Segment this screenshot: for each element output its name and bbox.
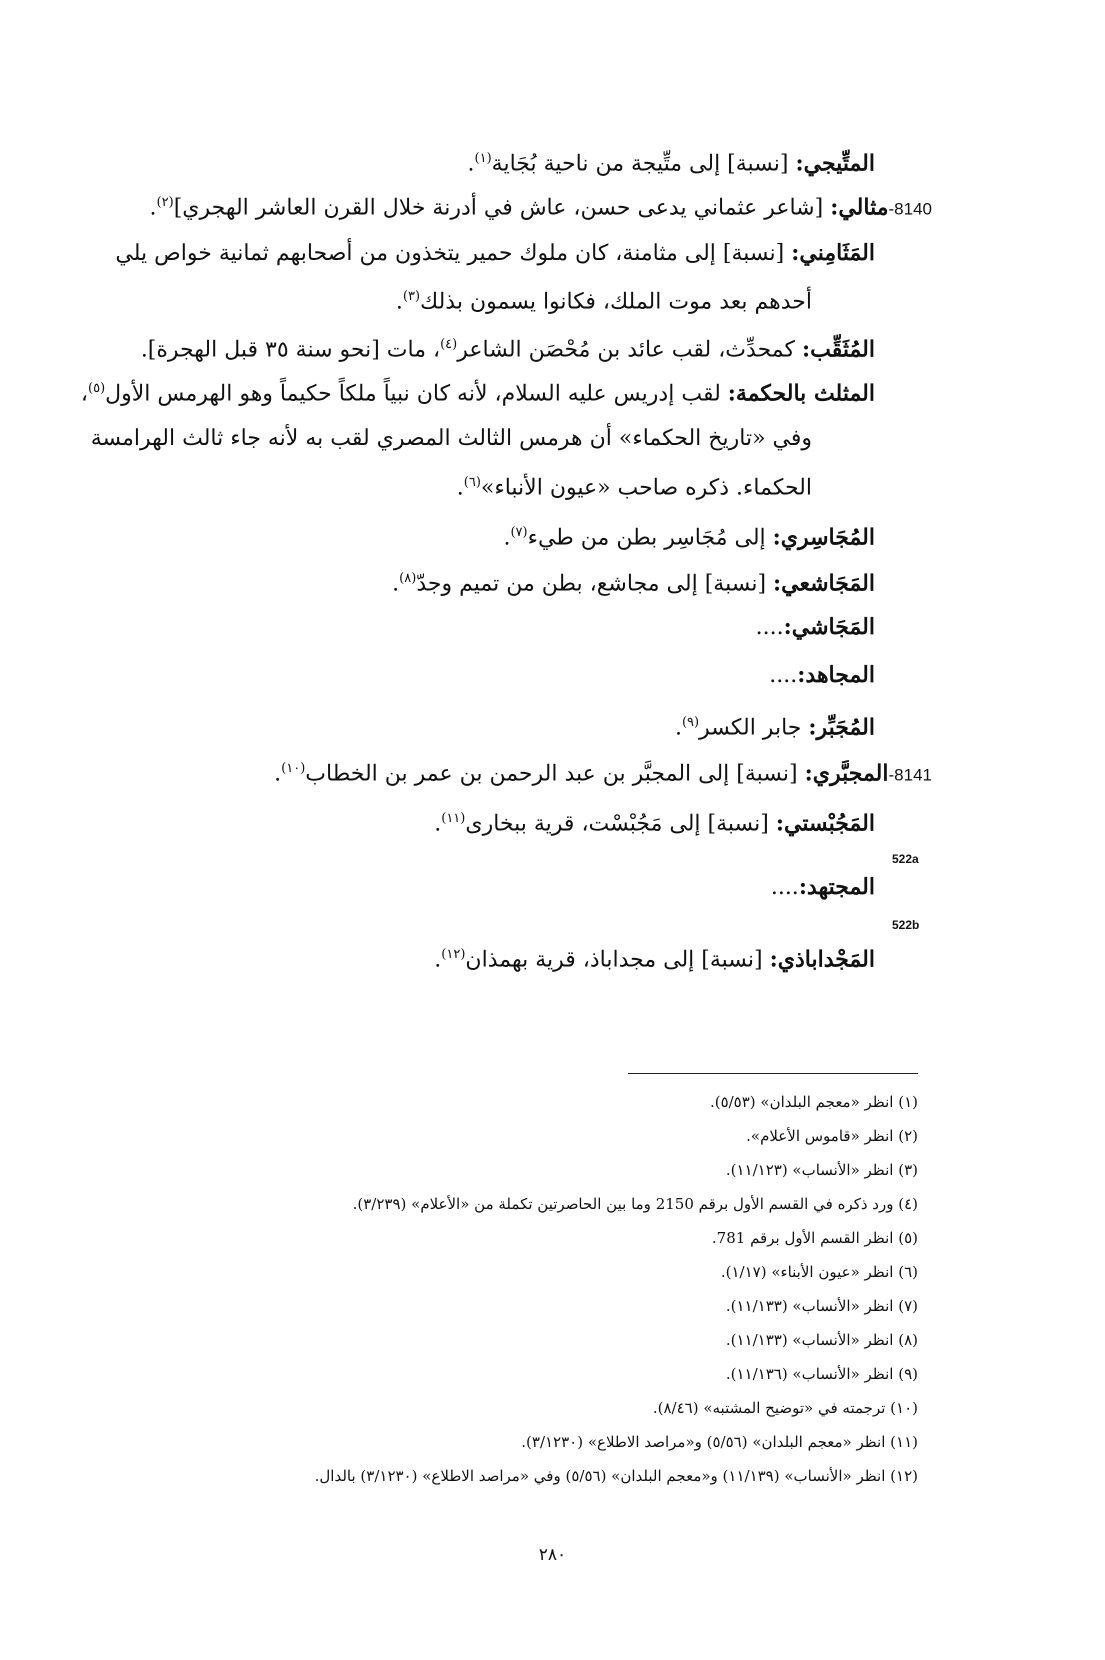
entry-text: .... (769, 663, 798, 688)
entry-headword: المجاهد: (797, 662, 875, 688)
footnote: (٣) انظر «الأنساب» (١١/١٢٣). (725, 1161, 918, 1179)
entry-text: الحكماء. ذكره صاحب «عيون الأنباء» (480, 475, 812, 501)
footnote-ref: (٣) (402, 289, 421, 304)
entry-line (675, 702, 875, 749)
entry-text: كمحدِّث، لقب عائد بن مُحْصَن الشاعر (457, 337, 802, 363)
entry-line (503, 512, 875, 559)
entry-headword: المَجَاشي: (783, 614, 875, 640)
entry-headword: المُثَقِّب: (801, 336, 875, 363)
page-marker: 522a (892, 852, 919, 866)
footnote-ref: (١٢) (441, 947, 466, 962)
entry-text: وفي «تاريخ الحكماء» أن هرمس الثالث المصري لقب به لأنه جاء ثالث الهرامسة (90, 426, 812, 451)
entry-tail: . (434, 811, 442, 837)
entry-line (756, 606, 875, 649)
entry-line (274, 748, 932, 796)
entry-continuation (91, 418, 812, 460)
entry-number: 8140- (888, 199, 932, 219)
entry-text: .... (755, 615, 784, 640)
entry-tail: . (149, 195, 157, 221)
entry-tail: . (392, 571, 400, 597)
entry-tail: . (274, 761, 282, 787)
entry-headword: المُجَبِّر: (808, 714, 875, 741)
entry-text: [نسبة] إلى متِّيجة من ناحية بُجَاية (491, 151, 796, 177)
entry-text: [نسبة] إلى مجاشع، بطن من تميم وجدّ (416, 571, 774, 597)
entry-tail: . (395, 289, 403, 315)
entry-headword: المجبَّري: (804, 760, 889, 787)
footnote: (٨) انظر «الأنساب» (١١/١٣٣). (725, 1331, 918, 1349)
entry-continuation (396, 276, 812, 323)
footnote: (١٠) ترجمته في «توضيح المشتبه» (٨/٤٦). (652, 1399, 918, 1417)
footnote: (٤) ورد ذكره في القسم الأول برقم 2150 وما بين الحاصرتين تكملة من «الأعلام» (٣/٢٣٩). (352, 1195, 918, 1213)
entry-headword: المَثَامِني: (791, 240, 875, 266)
footnote-ref: (٥) (88, 381, 106, 396)
entry-line (434, 798, 875, 845)
entry-text: [نسبة] إلى مجداباذ، قرية بهمذان (465, 947, 770, 973)
entry-text: [نسبة] إلى المجبَّر بن عبد الرحمن بن عمر بن الخطاب (305, 761, 805, 787)
footnote-ref: (٤) (440, 337, 458, 352)
footnote-separator (628, 1073, 918, 1074)
footnote: (٦) انظر «عيون الأبناء» (١/١٧). (720, 1263, 918, 1281)
footnote-ref: (٨) (399, 571, 417, 586)
entry-tail: ، (80, 381, 89, 407)
footnote: (١١) انظر «معجم البلدان» (٥/٥٦) و«مراصد الاطلاع» (٣/١٢٣٠). (521, 1433, 918, 1451)
entry-text: [شاعر عثماني يدعى حسن، عاش في أدرنة خلال القرن العاشر الهجري] (173, 195, 831, 221)
footnote: (١٢) انظر «الأنساب» (١١/١٣٩) و«معجم البلدان» (٥/٥٦) وفي «مراصد الاطلاع» (٣/١٢٣٠) بالدال. (314, 1467, 918, 1485)
entry-headword: المُجَاسِري: (772, 524, 875, 551)
entry-text: أحدهم بعد موت الملك، فكانوا يسمون بذلك (420, 289, 812, 315)
entry-text: .... (770, 875, 799, 900)
entry-line (150, 182, 932, 230)
entry-headword: المَجُبْستي: (775, 810, 875, 837)
footnote: (١) انظر «معجم البلدان» (٥/٥٣). (709, 1093, 918, 1111)
footnote-ref: (٢) (156, 195, 174, 210)
entry-text: إلى مُجَاسِر بطن من طيء (527, 525, 773, 551)
entry-tail: ، مات [نحو سنة ٣٥ قبل الهجرة]. (140, 337, 441, 363)
page-marker: 522b (892, 918, 920, 932)
entry-tail: . (674, 715, 682, 741)
page-number: ٢٨٠ (538, 1545, 567, 1565)
entry-headword: مثالي: (830, 194, 889, 221)
entry-line (468, 138, 875, 186)
footnote: (٢) انظر «قاموس الأعلام». (746, 1127, 918, 1145)
footnote-ref: (١٠) (281, 761, 306, 776)
entry-headword: المجتهد: (798, 874, 875, 900)
footnote: (٥) انظر القسم الأول برقم 781. (711, 1229, 918, 1247)
footnote-ref: (٧) (510, 525, 528, 540)
entry-line (115, 232, 875, 275)
entry-number: 8141- (888, 765, 932, 785)
entry-line (769, 654, 875, 697)
entry-headword: المثلث بالحكمة: (727, 380, 875, 407)
entry-line (141, 324, 875, 371)
entry-text: [نسبة] إلى مَجُبْسْت، قرية ببخارى (465, 811, 776, 837)
entry-text: جابر الكسر (699, 715, 809, 741)
entry-text: لقب إدريس عليه السلام، لأنه كان نبياً ملكاً حكيماً وهو الهرمس الأول (105, 381, 728, 407)
footnote: (٩) انظر «الأنساب» (١١/١٣٦). (725, 1365, 918, 1383)
footnote: (٧) انظر «الأنساب» (١١/١٣٣). (725, 1297, 918, 1315)
entry-tail: . (434, 947, 442, 973)
entry-line (434, 934, 875, 981)
entry-headword: المَجْداباذي: (769, 946, 875, 973)
entry-line (81, 368, 875, 415)
entry-text: [نسبة] إلى مثامنة، كان ملوك حمير يتخذون من أصحابهم ثمانية خواص يلي (115, 241, 792, 266)
footnote-ref: (٦) (463, 475, 481, 490)
entry-line (771, 866, 875, 909)
entry-headword: المتِّيجي: (795, 150, 875, 177)
entry-line (392, 558, 875, 605)
entry-tail: . (456, 475, 464, 501)
entry-tail: . (503, 525, 511, 551)
entry-tail: . (467, 151, 475, 177)
entry-continuation (457, 462, 812, 509)
footnote-ref: (٩) (681, 715, 700, 730)
footnote-ref: (١) (474, 151, 492, 166)
footnote-ref: (١١) (441, 811, 466, 826)
entry-headword: المَجَاشعي: (773, 570, 875, 597)
